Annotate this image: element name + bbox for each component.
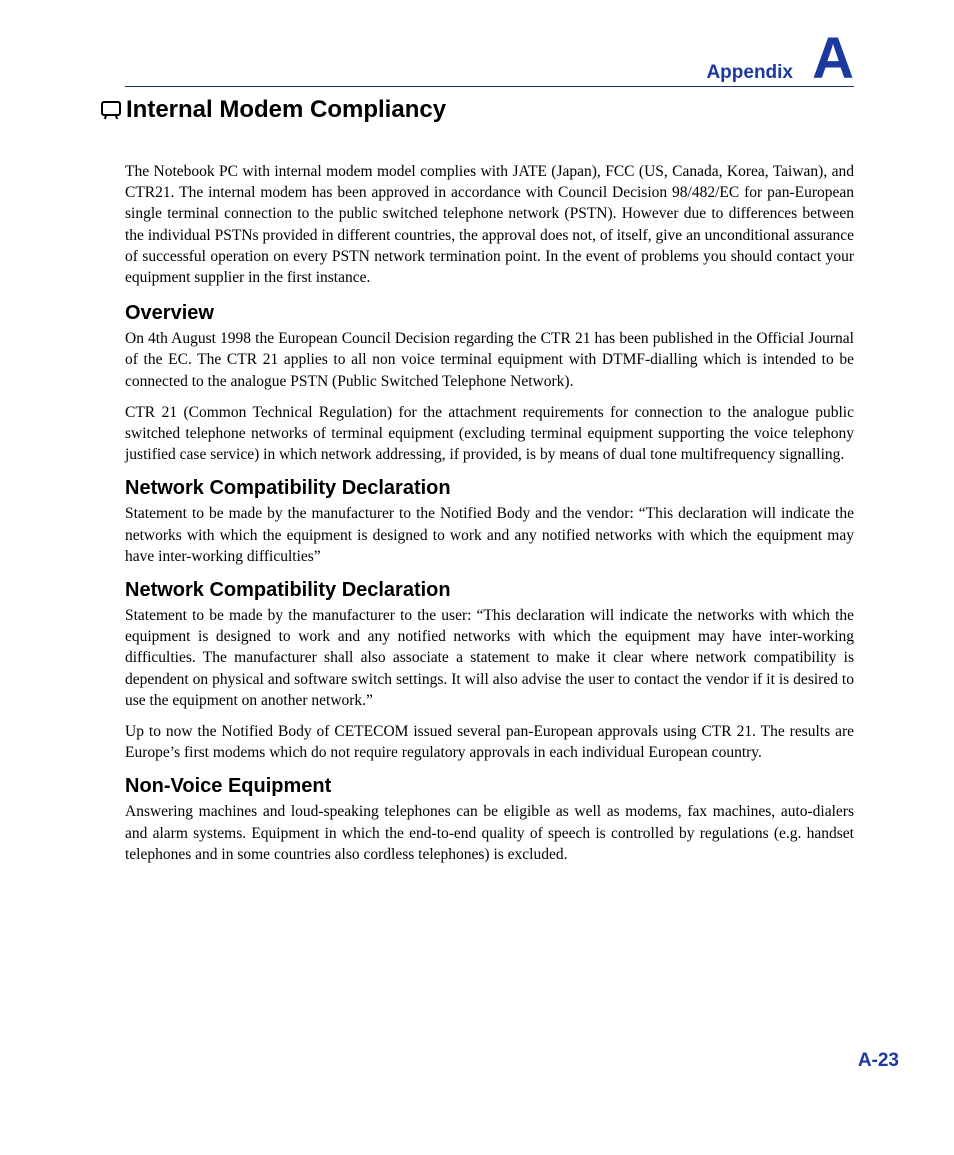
paragraph: On 4th August 1998 the European Council Decision regarding the CTR 21 has been published in the Official Journal of the EC. The CTR 21 applies to all non voice terminal equipment with DTMF-dialling which is intended to be connected to the analogue PSTN (Public Switched Telephone Network). [125,330,854,390]
section-heading: Network Compatibility Declaration [125,579,451,602]
monitor-icon [100,99,122,121]
intro-paragraph: The Notebook PC with internal modem model complies with JATE (Japan), FCC (US, Canada, Korea, Taiwan), and CTR21. The internal modem has been approved in accordance with Council Decision 98/482/EC for pan-European single terminal connection to the public switched telephone network (PSTN). However due to differences between the individual PSTNs provided in different countries, the approval does not, of itself, give an unconditional assurance of successful operation on every PSTN network termination point. In the event of problems you should contact your equipment supplier in the first instance. [125,163,854,287]
header-section-label: Appendix [706,62,793,83]
paragraph: Statement to be made by the manufacturer to the Notified Body and the vendor: “This declaration will indicate the networks with which the equipment is designed to work and any notified networks with which the equipment may have inter-working difficulties” [125,505,854,565]
section-network-compatibility-vendor [125,475,854,567]
section-heading: Non-Voice Equipment [125,775,332,798]
document-body [125,161,854,875]
section-non-voice-equipment [125,773,854,865]
paragraph: Statement to be made by the manufacturer to the user: “This declaration will indicate the networks with which the equipment is designed to work and any notified networks with which the equipment may have inter-working difficulties. The manufacturer shall also associate a statement to make it clear where network compatibility is dependent on physical and software switch settings. It will also advise the user to contact the vendor if it is desired to use the equipment on another network.” [125,607,854,709]
section-network-compatibility-user [125,577,854,763]
page-header [125,26,854,91]
title-row [100,96,446,124]
page-number: A-23 [857,1050,899,1071]
section-heading: Network Compatibility Declaration [125,477,451,500]
paragraph: CTR 21 (Common Technical Regulation) for the attachment requirements for connection to the analogue public switched telephone networks of terminal equipment (excluding terminal equipment supporting the voice telephony justified case service) in which network addressing, if provided, is by means of dual tone multifrequency signalling. [125,403,854,464]
section-heading: Overview [125,302,214,325]
paragraph: Answering machines and loud-speaking telephones can be eligible as well as modems, fax machines, auto-dialers and alarm systems. Equipment in which the end-to-end quality of speech is controlled by regulations (e.g. handset telephones and in some countries also cordless telephones) is excluded. [125,803,854,863]
page-title: Internal Modem Compliancy [126,96,447,123]
section-overview [125,300,854,465]
header-appendix-letter: A [812,26,854,91]
paragraph: Up to now the Notified Body of CETECOM issued several pan-European approvals using CTR 21. The results are Europe’s first modems which do not require regulatory approvals in each individual European country. [125,723,854,762]
